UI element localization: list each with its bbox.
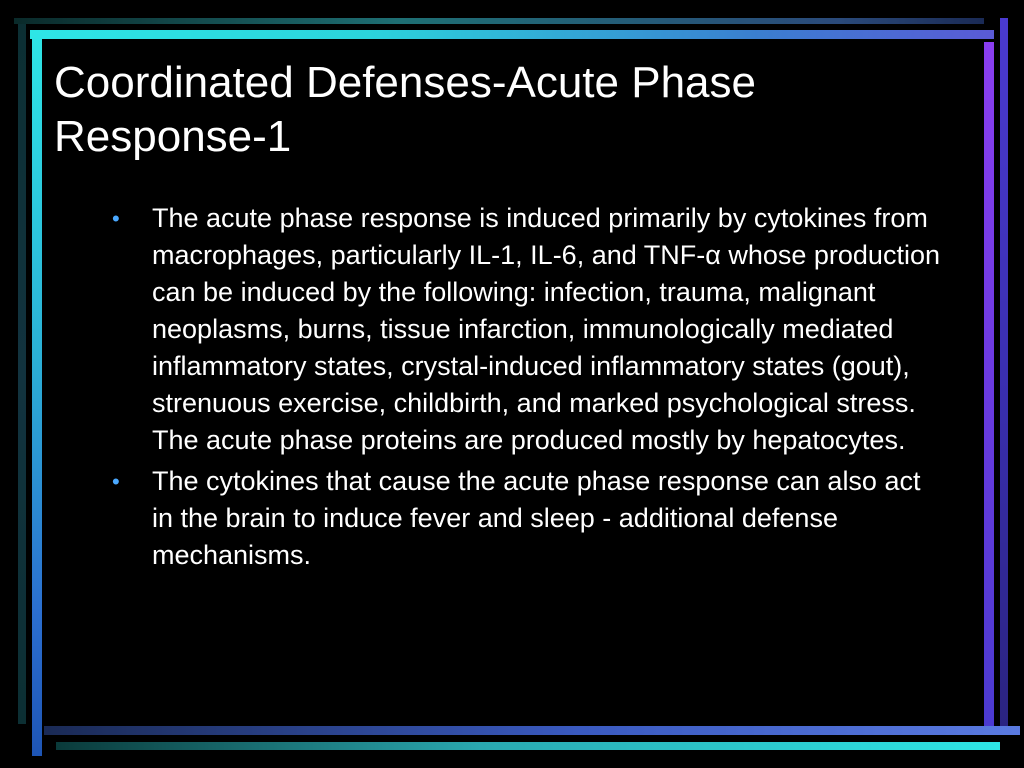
- slide-body: [112, 200, 942, 578]
- frame-bottom-outer-bar: [56, 742, 1000, 750]
- bullet-item: [112, 200, 942, 459]
- frame-top-inner-bar: [30, 30, 994, 39]
- bullet-dot-icon: •: [112, 206, 120, 231]
- frame-left-inner-bar: [32, 30, 42, 756]
- slide-title: Coordinated Defenses-Acute Phase Response-1: [54, 58, 756, 161]
- frame-right-outer-bar: [1000, 18, 1008, 732]
- frame-right-inner-bar: [984, 42, 994, 732]
- frame-left-outer-bar: [18, 24, 26, 724]
- frame-top-outer-bar: [14, 18, 984, 24]
- bullet-dot-icon: •: [112, 469, 120, 494]
- bullet-list: [112, 200, 942, 574]
- frame-bottom-inner-bar: [44, 726, 1020, 735]
- bullet-item: [112, 463, 942, 574]
- bullet-text: The cytokines that cause the acute phase response can also act in the brain to induce fever and sleep - additional defense mechanisms.: [152, 466, 921, 570]
- bullet-text: The acute phase response is induced primarily by cytokines from macrophages, particularly IL-1, IL-6, and TNF-α whose production can be induced by the following: infection, trauma, malignant neoplasms, burns, tissue infarction, immunologically mediated inflammatory states, crystal-induced inflammatory states (gout), strenuous exercise, childbirth, and marked psychological stress. The acute phase proteins are produced mostly by hepatocytes.: [152, 203, 940, 455]
